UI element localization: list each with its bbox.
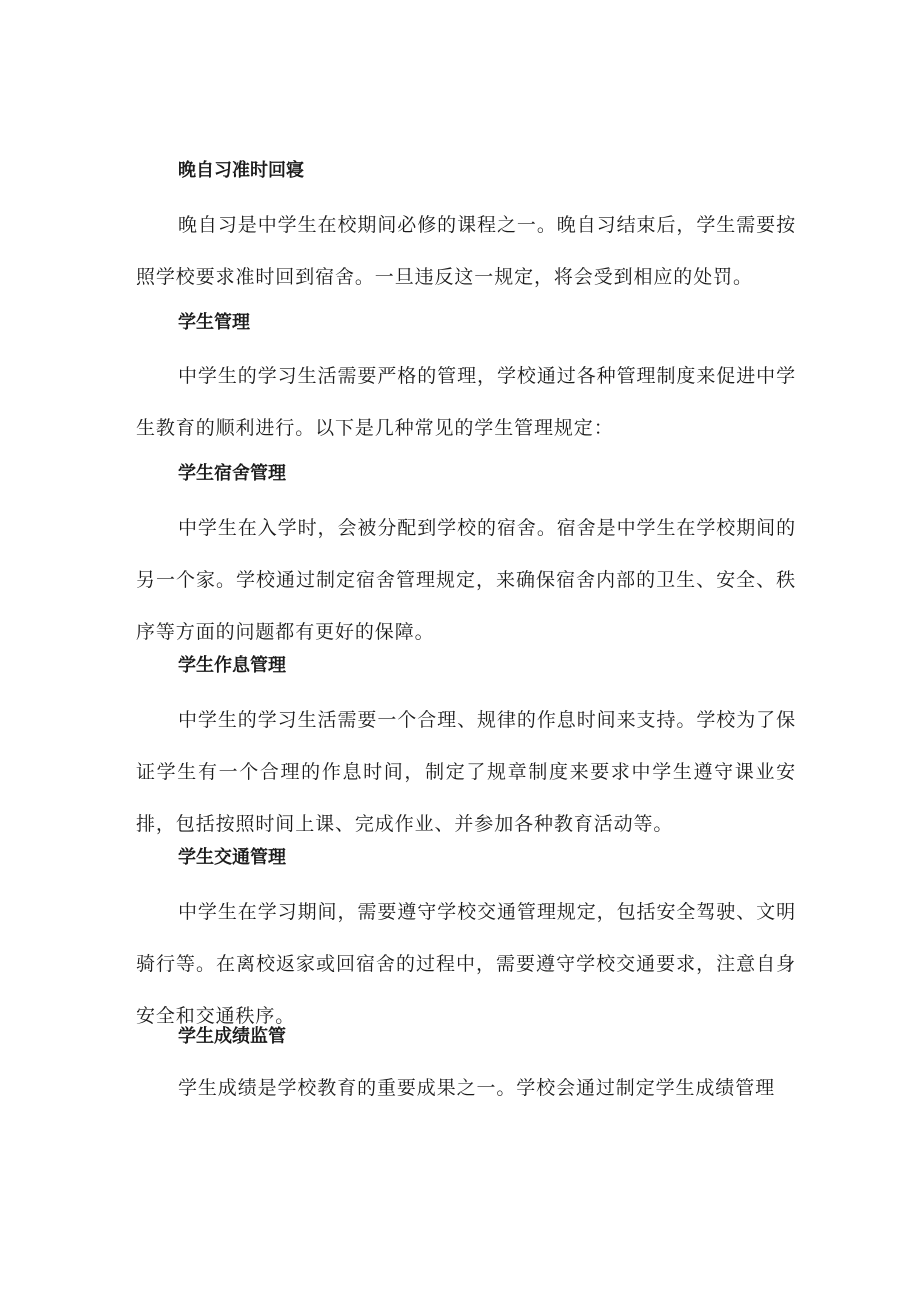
paragraph-traffic-management: 中学生在学习期间，需要遵守学校交通管理规定，包括安全驾驶、文明骑行等。在离校返家或回宿舍的过程中，需要遵守学校交通要求，注意自身安全和交通秩序。 [136, 901, 796, 1027]
paragraph-grades-supervision: 学生成绩是学校教育的重要成果之一。学校会通过制定学生成绩管理 [178, 1077, 776, 1099]
heading-dormitory-management: 学生宿舍管理 [178, 463, 286, 484]
paragraph-evening-study: 晚自习是中学生在校期间必修的课程之一。晚自习结束后，学生需要按照学校要求准时回到宿舍。一旦违反这一规定，将会受到相应的处罚。 [136, 214, 796, 288]
heading-grades-supervision: 学生成绩监管 [178, 1026, 286, 1047]
paragraph-student-management: 中学生的学习生活需要严格的管理，学校通过各种管理制度来促进中学生教育的顺利进行。以下是几种常见的学生管理规定： [136, 365, 796, 439]
heading-student-management: 学生管理 [178, 312, 250, 333]
heading-traffic-management: 学生交通管理 [178, 847, 286, 868]
heading-evening-study: 晚自习准时回寝 [178, 160, 304, 181]
paragraph-dormitory-management: 中学生在入学时，会被分配到学校的宿舍。宿舍是中学生在学校期间的另一个家。学校通过制定宿舍管理规定，来确保宿舍内部的卫生、安全、秩序等方面的问题都有更好的保障。 [136, 517, 796, 643]
heading-schedule-management: 学生作息管理 [178, 655, 286, 676]
paragraph-schedule-management: 中学生的学习生活需要一个合理、规律的作息时间来支持。学校为了保证学生有一个合理的作息时间，制定了规章制度来要求中学生遵守课业安排，包括按照时间上课、完成作业、并参加各种教育活动等。 [136, 709, 796, 835]
